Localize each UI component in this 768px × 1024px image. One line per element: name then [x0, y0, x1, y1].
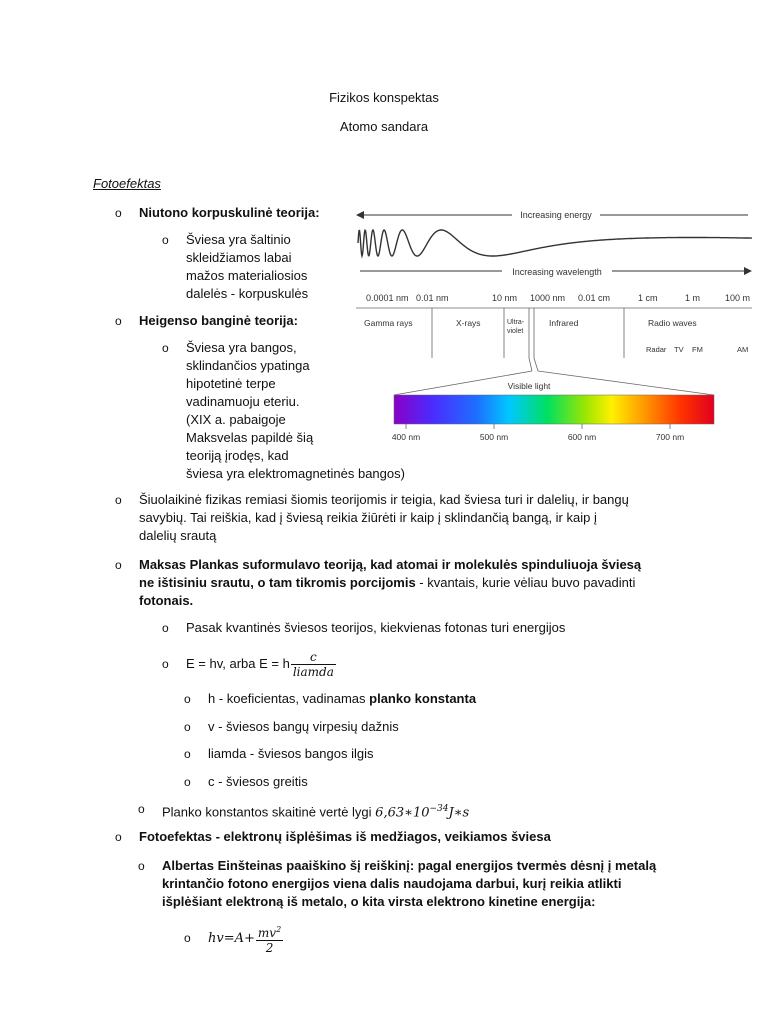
final-numerator: mv	[257, 925, 277, 940]
radio-label: FM	[692, 345, 703, 354]
band-label: Infrared	[549, 318, 579, 328]
c-text: c - šviesos greitis	[208, 774, 308, 789]
list-item	[162, 646, 336, 682]
list-item	[184, 718, 399, 736]
newton-line: mažos materialiosios	[186, 268, 308, 283]
h-bold: planko konstanta	[369, 691, 477, 706]
scale-label: 1 m	[685, 293, 701, 303]
zoom-line	[534, 358, 538, 371]
formula-fraction	[291, 650, 336, 679]
energy-arrowhead	[356, 211, 364, 219]
planck-line-2-bold: ne ištisiniu srautu, o tam tikromis porcijomis	[139, 575, 416, 590]
planck-const-unit: J∗s	[448, 805, 470, 821]
band-label: Gamma rays	[364, 318, 413, 328]
scale-label: 0.01 cm	[578, 293, 611, 303]
band-label: Ultra-	[507, 319, 525, 326]
document-subtitle: Atomo sandara	[339, 119, 429, 134]
list-item	[184, 773, 308, 791]
list-item	[115, 204, 320, 222]
radio-label: AM	[737, 345, 749, 354]
list-item	[162, 231, 346, 303]
list-item	[138, 857, 722, 911]
h-text: h - koeficientas, vadinamas	[208, 691, 370, 706]
increasing-wavelength-label: Increasing wavelength	[512, 267, 602, 277]
list-item	[115, 491, 699, 545]
v-text: v - šviesos bangų virpesių dažnis	[208, 719, 399, 734]
huygens-line: (XIX a. pabaigoje	[186, 412, 286, 427]
list-item	[115, 556, 699, 610]
list-item	[138, 800, 470, 822]
bullet-marker: o	[184, 747, 191, 761]
final-numerator-exp: 2	[276, 924, 282, 934]
list-item	[184, 918, 283, 959]
scale-label: 1 cm	[638, 293, 658, 303]
planck-const-text: Planko konstantos skaitinė vertė lygi	[162, 804, 376, 820]
final-formula-lhs: hv=A+	[208, 931, 255, 946]
quantum-text: Pasak kvantinės šviesos teorijos, kiekvienas fotonas turi energijos	[186, 620, 566, 635]
bullet-marker: o	[115, 206, 122, 220]
scale-label: 1000 nm	[530, 293, 566, 303]
scale-label: 100 m	[725, 293, 751, 303]
huygens-title: Heigenso banginė teorija:	[139, 313, 298, 328]
formula-denominator: liamda	[292, 665, 334, 680]
modern-line: savybių. Tai reiškia, kad į šviesą reikia žiūrėti ir kaip į sklindančią bangą, ir kaip į	[139, 510, 597, 525]
bullet-marker: o	[162, 621, 169, 635]
bullet-marker: o	[184, 775, 191, 789]
radio-label: TV	[674, 345, 684, 354]
bullet-marker: o	[184, 720, 191, 734]
em-spectrum-diagram	[352, 203, 758, 448]
final-denominator: 2	[256, 940, 283, 955]
bullet-marker: o	[138, 802, 145, 816]
bullet-marker: o	[115, 314, 122, 328]
bullet-marker: o	[184, 931, 191, 945]
newton-line: dalelės - korpuskulės	[186, 286, 309, 301]
huygens-line: hipotetinė terpe	[186, 376, 276, 391]
modern-line: dalelių srautą	[139, 528, 217, 543]
huygens-line: teoriją įrodęs, kad	[186, 448, 289, 463]
list-item	[115, 828, 699, 846]
list-item	[115, 312, 298, 330]
document-title: Fizikos konspektas	[329, 90, 439, 105]
bullet-marker: o	[162, 341, 169, 355]
newton-title: Niutono korpuskulinė teorija:	[139, 205, 320, 220]
band-label: X-rays	[456, 318, 481, 328]
visible-spectrum-bar	[394, 395, 714, 424]
huygens-line: Maksvelas papildė šią	[186, 430, 314, 445]
planck-line-3: fotonais.	[139, 593, 194, 608]
visible-light-label: Visible light	[507, 381, 551, 391]
planck-line-1: Maksas Plankas suformulavo teoriją, kad atomai ir molekulės spinduliuoja šviesą	[139, 557, 642, 572]
planck-const-value: 6,63∗10	[375, 805, 430, 821]
radio-label: Radar	[646, 345, 667, 354]
huygens-line: Šviesa yra bangos,	[186, 340, 297, 355]
wavelength-arrowhead	[744, 267, 752, 275]
scale-label: 0.0001 nm	[366, 293, 409, 303]
bullet-marker: o	[162, 233, 169, 247]
planck-line-2-rest: - kvantais, kurie vėliau buvo pavadinti	[415, 575, 636, 590]
final-formula-fraction	[256, 923, 283, 955]
newton-line: Šviesa yra šaltinio	[186, 232, 291, 247]
list-item	[184, 690, 477, 708]
visible-scale-label: 400 nm	[391, 432, 421, 442]
band-label: Radio waves	[648, 318, 697, 328]
wave-curve	[358, 230, 752, 256]
einstein-line: Albertas Einšteinas paaiškino šį reiškinį: pagal energijos tvermės dėsnį į metalą	[162, 858, 657, 873]
huygens-line: šviesa yra elektromagnetinės bangos)	[186, 466, 405, 481]
bullet-marker: o	[138, 859, 145, 873]
formula-numerator: c	[309, 650, 317, 665]
scale-label: 0.01 nm	[416, 293, 449, 303]
einstein-line: krintančio fotono energijos viena dalis naudojama darbui, kurį reikia atlikti	[162, 876, 622, 891]
bullet-marker: o	[115, 830, 122, 844]
list-item	[184, 745, 374, 763]
increasing-energy-label: Increasing energy	[520, 210, 592, 220]
newton-line: skleidžiamos labai	[186, 250, 292, 265]
visible-scale-label: 600 nm	[567, 432, 597, 442]
huygens-line: vadinamuoju eteriu.	[186, 394, 300, 409]
modern-line: Šiuolaikinė fizikas remiasi šiomis teorijomis ir teigia, kad šviesa turi ir dalelių, ir bangų	[139, 492, 629, 507]
huygens-line: sklindančios ypatinga	[186, 358, 310, 373]
lambda-text: liamda - šviesos bangos ilgis	[208, 746, 374, 761]
visible-scale-label: 500 nm	[479, 432, 509, 442]
photoeffect-title: Fotoefektas - elektronų išplėšimas iš medžiagos, veikiamos šviesa	[139, 829, 551, 844]
bullet-marker: o	[184, 692, 191, 706]
planck-const-exp: −34	[429, 804, 449, 814]
bullet-marker: o	[162, 657, 169, 671]
bullet-marker: o	[115, 558, 122, 572]
visible-scale-label: 700 nm	[655, 432, 685, 442]
bullet-marker: o	[115, 493, 122, 507]
band-label: violet	[507, 328, 524, 335]
list-item	[162, 619, 706, 637]
einstein-line: išplėšiant elektroną iš metalo, o kita virsta elektrono kinetine energija:	[162, 894, 596, 909]
formula-text: E = hv, arba E = h	[186, 656, 290, 671]
section-title: Fotoefektas	[93, 176, 161, 191]
zoom-line	[529, 358, 532, 371]
zoom-line	[538, 371, 714, 395]
scale-label: 10 nm	[492, 293, 518, 303]
